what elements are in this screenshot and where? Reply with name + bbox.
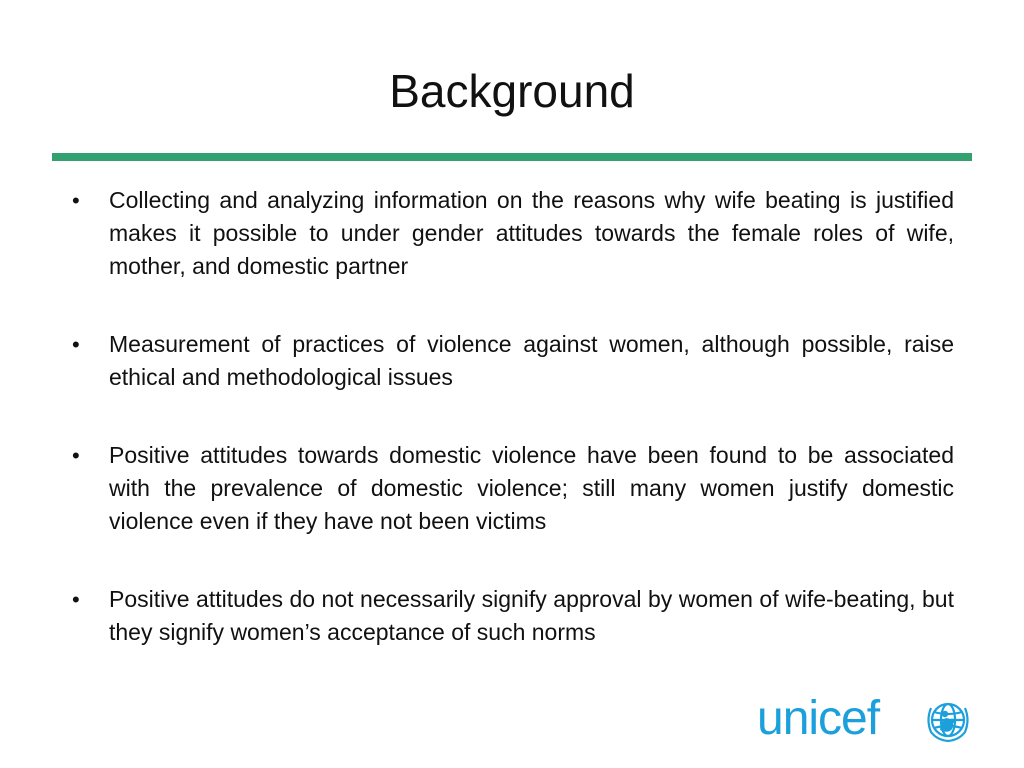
unicef-emblem-icon xyxy=(923,695,973,745)
bullet-item xyxy=(72,439,954,538)
unicef-logo xyxy=(757,693,977,749)
title-divider xyxy=(52,153,972,161)
bullet-item xyxy=(72,583,954,649)
bullet-marker: • xyxy=(72,188,80,213)
bullet-text: Collecting and analyzing information on the reasons why wife beating is justified makes it possible to under gender attitudes towards the female roles of wife, mother, and domestic partner xyxy=(109,187,954,279)
bullet-list xyxy=(72,184,954,694)
bullet-item xyxy=(72,328,954,394)
bullet-item xyxy=(72,184,954,283)
bullet-marker: • xyxy=(72,332,80,357)
bullet-text: Measurement of practices of violence against women, although possible, raise ethical and methodological issues xyxy=(109,331,954,390)
bullet-marker: • xyxy=(72,443,80,468)
slide-title: Background xyxy=(389,65,635,117)
bullet-text: Positive attitudes do not necessarily signify approval by women of wife-beating, but they signify women’s acceptance of such norms xyxy=(109,586,954,645)
bullet-marker: • xyxy=(72,587,80,612)
logo-wordmark: unicef xyxy=(757,692,880,745)
bullet-text: Positive attitudes towards domestic violence have been found to be associated with the prevalence of domestic violence; still many women justify domestic violence even if they have not been victims xyxy=(109,442,954,534)
